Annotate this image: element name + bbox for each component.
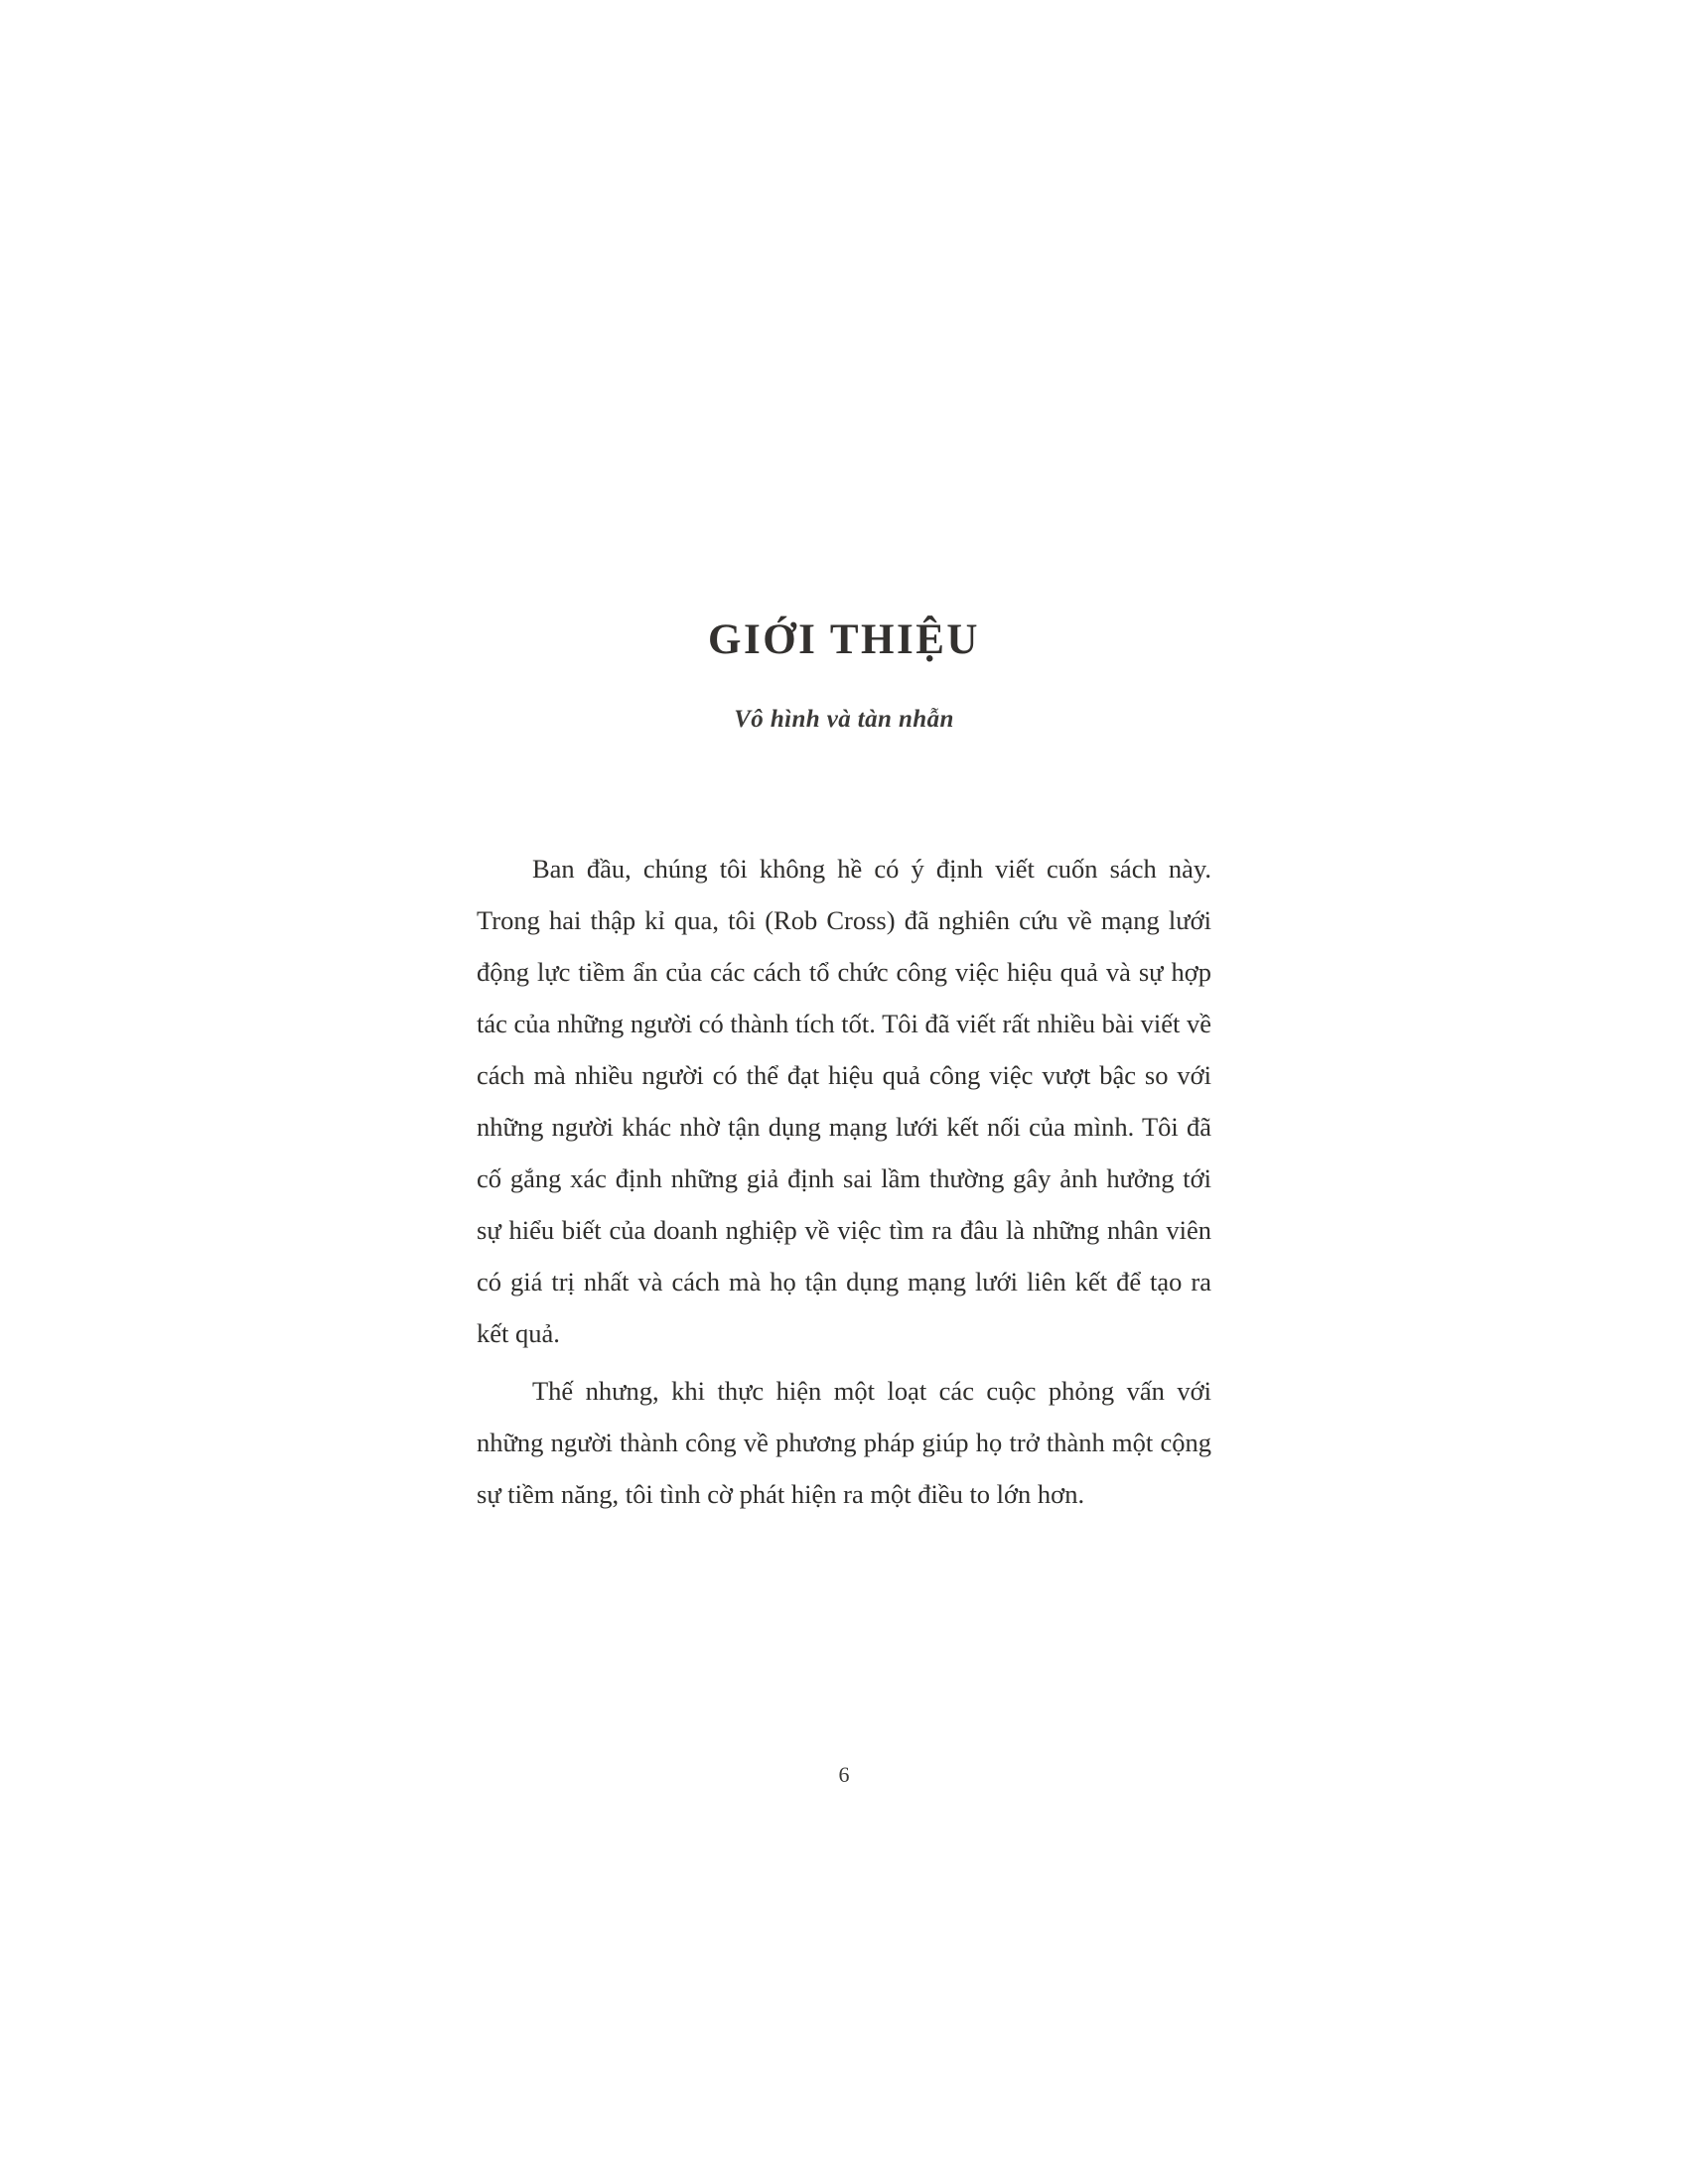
chapter-title: GIỚI THIỆU xyxy=(708,616,980,663)
chapter-subtitle: Vô hình và tàn nhẫn xyxy=(734,706,954,733)
body-paragraph: Thế nhưng, khi thực hiện một loạt các cuộc phỏng vấn với những người thành công về phương pháp giúp họ trở thành một cộng sự tiềm năng, tôi tình cờ phát hiện ra một điều to lớn hơn. xyxy=(477,1376,1211,1509)
text-block xyxy=(477,615,1211,1520)
body-paragraph: Ban đầu, chúng tôi không hề có ý định viết cuốn sách này. Trong hai thập kỉ qua, tôi (Rob Cross) đã nghiên cứu về mạng lưới động lực tiềm ẩn của các cách tổ chức công việc hiệu quả và sự hợp tác của những người có thành tích tốt. Tôi đã viết rất nhiều bài viết về cách mà nhiều người có thể đạt hiệu quả công việc vượt bậc so với những người khác nhờ tận dụng mạng lưới kết nối của mình. Tôi đã cố gắng xác định những giả định sai lầm thường gây ảnh hưởng tới sự hiểu biết của doanh nghiệp về việc tìm ra đâu là những nhân viên có giá trị nhất và cách mà họ tận dụng mạng lưới liên kết để tạo ra kết quả. xyxy=(477,854,1211,1348)
page-number: 6 xyxy=(838,1762,850,1787)
